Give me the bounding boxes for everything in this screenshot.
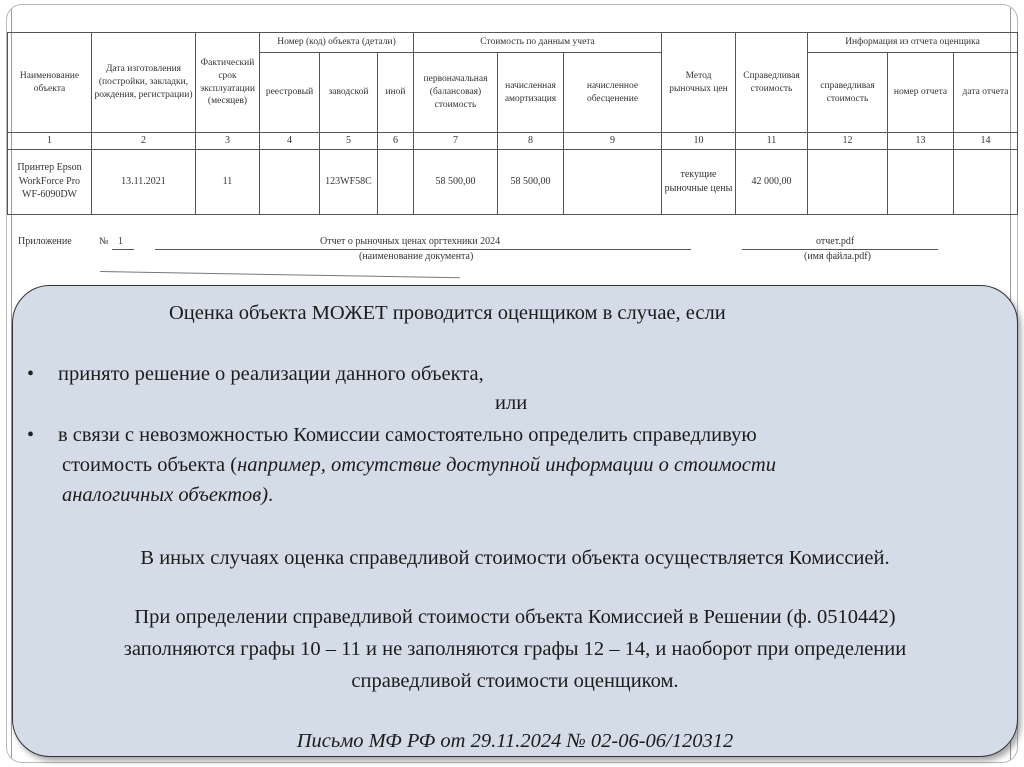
header-impairment: начисленное обесценение [564,53,662,133]
header-factory: заводской [320,53,378,133]
bullet-item-2-example-end: аналогичных объектов) [62,484,269,506]
cell-fair-value: 42 000,00 [736,149,808,214]
appendix-number-label: № [99,236,109,247]
header-appraiser-fair-value: справедливая стоимость [808,53,888,133]
bullet-item-2-line-3 [62,482,273,509]
column-number-row [8,133,1018,150]
cell-factory: 123WF58C [320,149,378,214]
column-number: 9 [564,133,662,150]
header-registry: реестровый [260,53,320,133]
header-fair-value: Справедливая стоимость [736,33,808,133]
column-number: 4 [260,133,320,150]
bullet-item-2-example: например, отсутствие доступной информации о стоимости [237,454,776,476]
paragraph-form-line-3: справедливой стоимости оценщиком. [351,670,679,692]
appendix-document-caption: (наименование документа) [359,251,474,262]
cell-report-date [954,149,1018,214]
cell-initial-value: 58 500,00 [414,149,498,214]
source-reference: Письмо МФ РФ от 29.11.2024 № 02-06-06/120312 [296,730,734,752]
header-service-life: Фактический срок эксплуатации (месяцев) [196,33,260,133]
column-number: 8 [498,133,564,150]
column-number: 12 [808,133,888,150]
appendix-file-caption: (имя файла.pdf) [804,251,871,262]
cell-name: Принтер Epson WorkForce Pro WF-6090DW [8,149,92,214]
table-row [8,149,1018,214]
appendix-document-name: Отчет о рыночных ценах оргтехники 2024 [320,236,501,247]
cell-method: текущие рыночные цены [662,149,736,214]
column-number: 13 [888,133,954,150]
header-initial-value: первоначальная (балансовая) стоимость [414,53,498,133]
cell-appraiser-fair-value [808,149,888,214]
bullet-item-1: принято решение о реализации данного объекта, [58,363,484,385]
appendix-number: 1 [118,236,123,247]
cell-manufacture-date: 13.11.2021 [92,149,196,214]
column-number: 10 [662,133,736,150]
column-number: 6 [378,133,414,150]
cell-service-life: 11 [196,149,260,214]
header-other: иной [378,53,414,133]
column-number: 7 [414,133,498,150]
header-object-number-group: Номер (код) объекта (детали) [260,33,414,53]
bullet-dot: • [27,363,35,385]
header-method: Метод рыночных цен [662,33,736,133]
appendix-file-name: отчет.pdf [816,236,855,247]
header-depreciation: начисленная амортизация [498,53,564,133]
column-number: 2 [92,133,196,150]
cell-depreciation: 58 500,00 [498,149,564,214]
or-word: или [495,392,528,414]
appendix-block [18,236,1018,268]
appendix-number-line [112,249,134,250]
bullet-dot: • [27,424,35,446]
valuation-form-table [7,32,1018,215]
cell-impairment [564,149,662,214]
cell-report-number [888,149,954,214]
bullet-item-2-line-2 [62,452,776,479]
paragraph-commission: В иных случаях оценка справедливой стоимости объекта осуществляется Комиссией. [140,547,890,569]
header-name: Наименование объекта [8,33,92,133]
cell-registry [260,149,320,214]
bullet-item-2-period: . [268,484,274,506]
callout-heading: Оценка объекта МОЖЕТ проводится оценщиком в случае, если [169,302,726,324]
paragraph-form-line-1: При определении справедливой стоимости объекта Комиссией в Решении (ф. 0510442) [134,606,896,628]
column-number: 3 [196,133,260,150]
column-number: 1 [8,133,92,150]
appendix-file-line [742,249,938,250]
header-accounting-value-group: Стоимость по данным учета [414,33,662,53]
column-number: 14 [954,133,1018,150]
cell-other [378,149,414,214]
header-manufacture-date: Дата изготовления (постройки, закладки, рождения, регистрации) [92,33,196,133]
bullet-item-2-line-1: в связи с невозможностью Комиссии самостоятельно определить справедливую [58,424,757,446]
appendix-label: Приложение [18,236,72,247]
header-appraiser-group: Информация из отчета оценщика [808,33,1018,53]
header-report-date: дата отчета [954,53,1018,133]
bullet-item-2-text: стоимость объекта ( [62,454,238,476]
header-report-number: номер отчета [888,53,954,133]
callout-box [12,285,1018,757]
appendix-document-line [155,249,691,250]
column-number: 11 [736,133,808,150]
paragraph-form-line-2: заполняются графы 10 – 11 и не заполняются графы 12 – 14, и наоборот при определении [123,638,907,660]
column-number: 5 [320,133,378,150]
